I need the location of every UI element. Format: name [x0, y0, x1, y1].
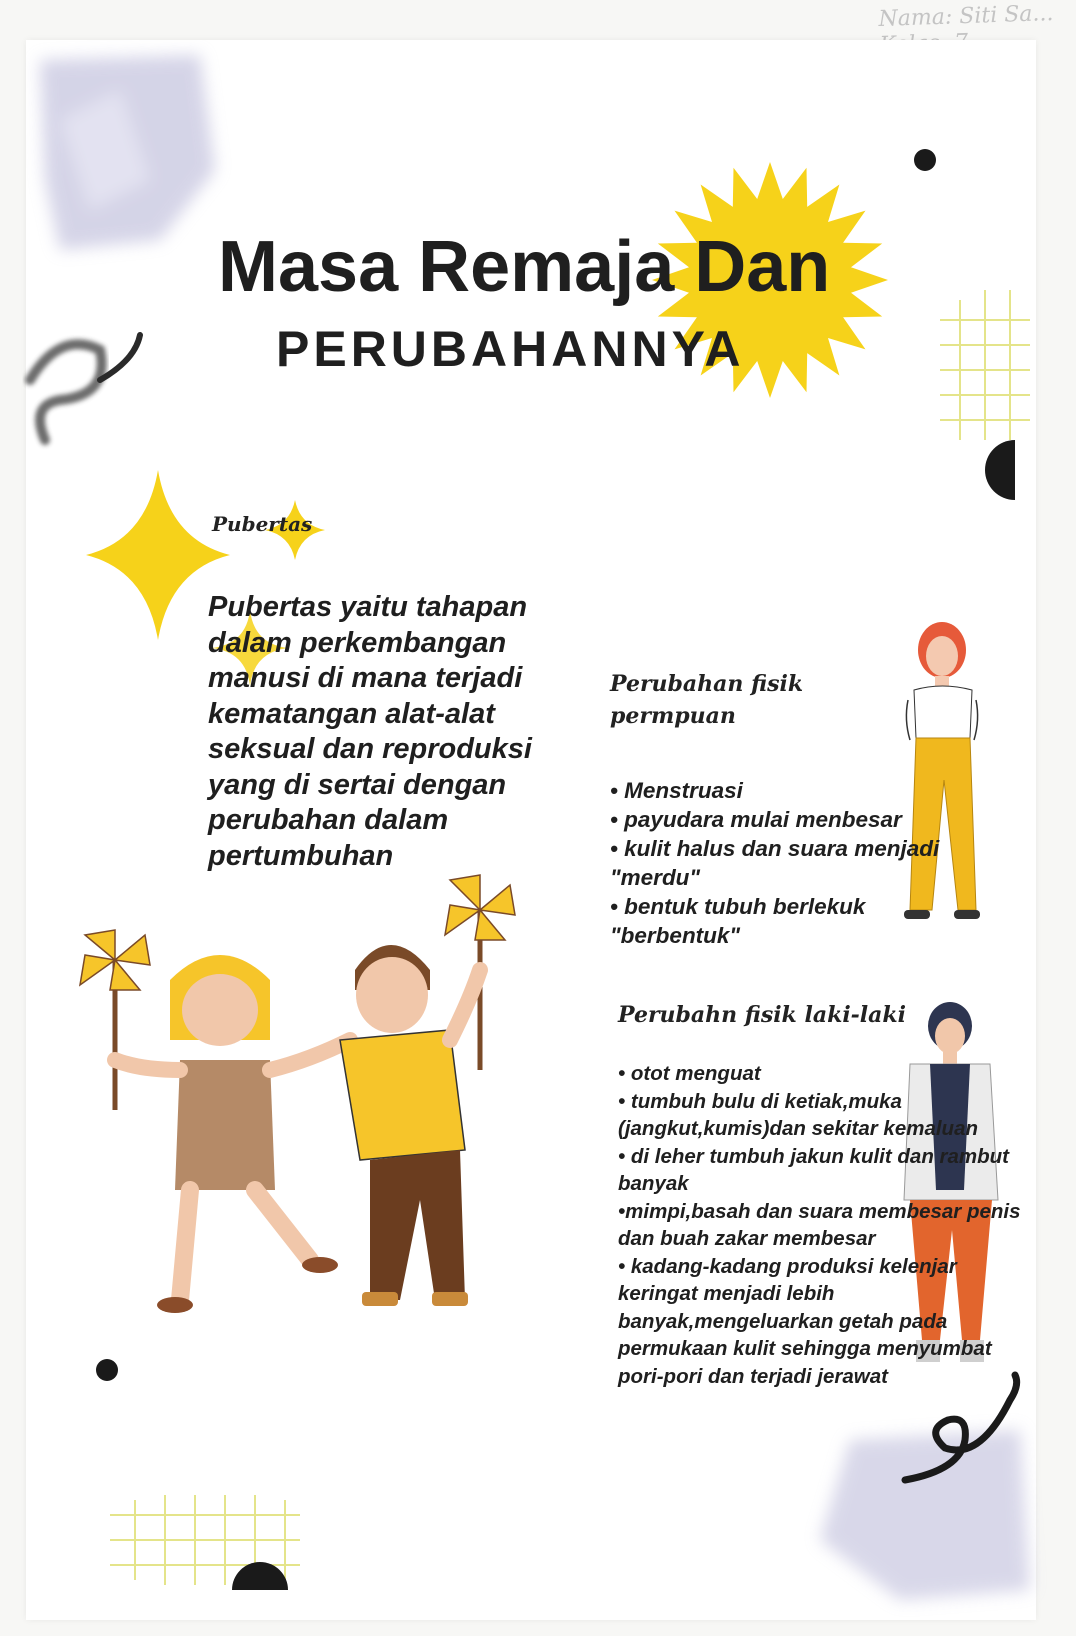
girl-child-icon — [115, 955, 350, 1313]
half-circle-bottom-icon — [232, 1562, 288, 1590]
list-item: • Menstruasi — [610, 778, 743, 803]
pubertas-body: Pubertas yaitu tahapan dalam perkembangan manusi di mana terjadi kematangan alat-alat seksual dan reproduksi yang di sertai dengan perubahan dalam pertumbuhan — [208, 591, 532, 872]
laki-laki-heading: Perubahn fisik laki-laki — [618, 1002, 907, 1028]
list-item: • tumbuh bulu di ketiak,muka (jangkut,kumis)dan sekitar kemaluan — [618, 1089, 979, 1140]
page-title: Masa Remaja Dan — [218, 227, 831, 307]
perempuan-heading: Perubahan fisik permpuan — [610, 671, 804, 729]
list-item: • kadang-kadang produksi kelenjar keringat menjadi lebih banyak,mengeluarkan getah pada permukaan kulit sehingga menyumbat pori-pori dan terjadi jerawat — [618, 1254, 992, 1388]
dot-bottom-left-icon — [96, 1359, 118, 1381]
list-item: • payudara mulai menbesar — [610, 807, 902, 832]
corner-note-line-1: Nama: Siti Sa... — [878, 0, 1054, 33]
laki-laki-list — [618, 1060, 1038, 1390]
brush-wash-bottom-right — [820, 1430, 1030, 1600]
list-item: • kulit halus dan suara menjadi "merdu" — [610, 836, 940, 890]
dot-top-right-icon — [914, 149, 936, 171]
pubertas-heading: Pubertas — [212, 512, 313, 536]
list-item: • otot menguat — [618, 1062, 761, 1085]
list-item: • di leher tumbuh jakun kulit dan rambut banyak — [618, 1144, 1010, 1195]
kids-pinwheels-illustration — [70, 860, 540, 1360]
boy-child-icon — [340, 945, 480, 1306]
list-item: • bentuk tubuh berlekuk "berbentuk" — [610, 894, 866, 948]
scribble-left-icon — [30, 335, 140, 440]
perempuan-list — [610, 776, 950, 950]
page-subtitle: PERUBAHANNYA — [276, 321, 745, 377]
list-item: •mimpi,basah dan suara membesar penis dan buah zakar membesar — [618, 1199, 1021, 1250]
pinwheel-left-icon — [80, 930, 150, 1110]
half-circle-right-icon — [985, 440, 1015, 500]
grid-doodle-icon — [940, 290, 1030, 440]
brush-wash-top-left — [40, 55, 215, 250]
